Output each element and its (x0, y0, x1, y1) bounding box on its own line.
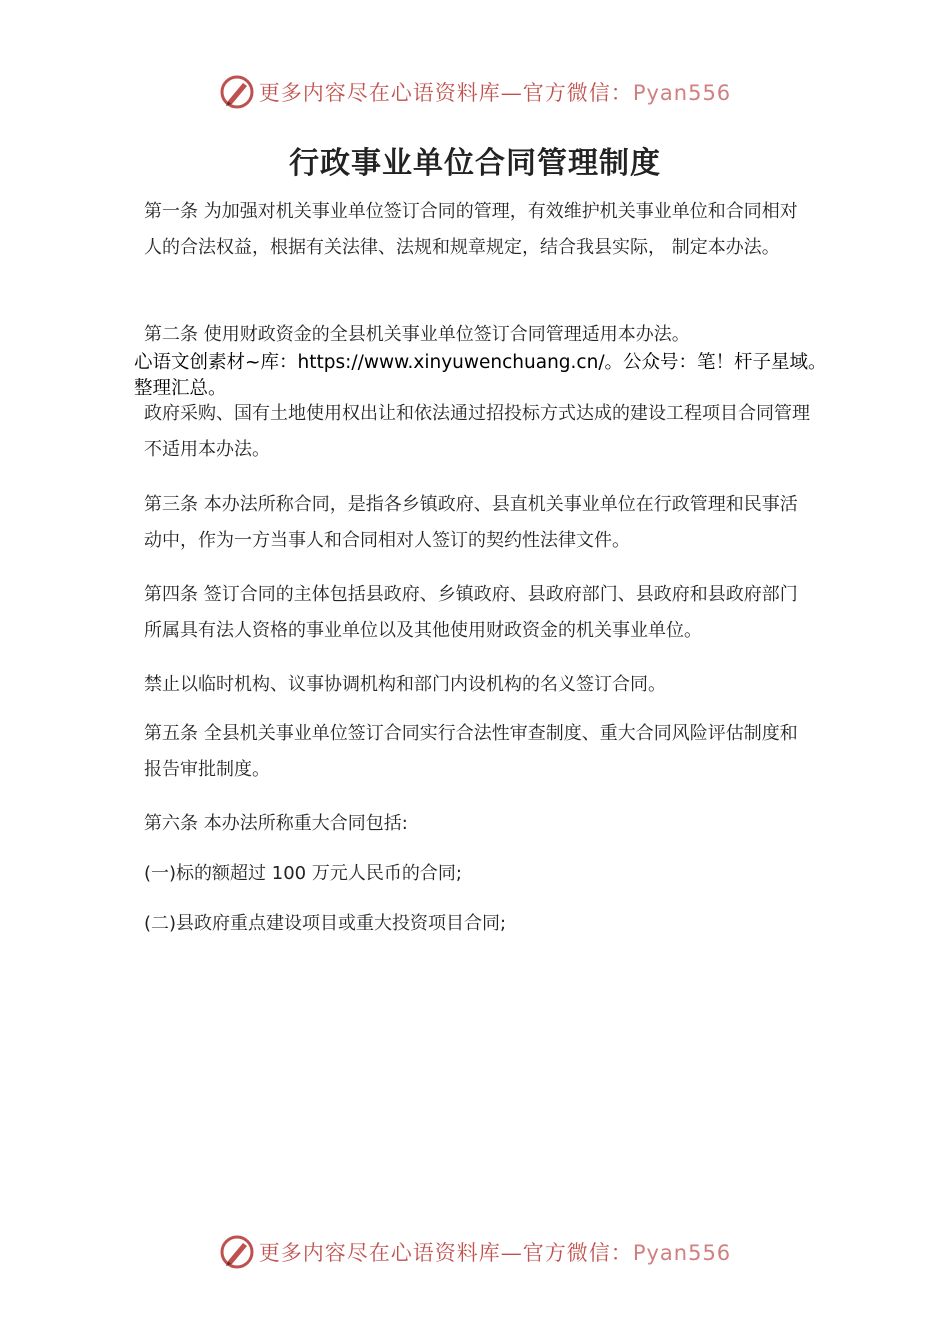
paragraph-article-5: 第五条 全县机关事业单位签订合同实行合法性审查制度、重大合同风险评估制度和报告审批制度。 (144, 723, 798, 780)
footer-banner (0, 1230, 950, 1274)
banner-text: 更多内容尽在心语资料库—官方微信：Pyan556 (258, 1241, 732, 1265)
paragraph-article-4: 第四条 签订合同的主体包括县政府、乡镇政府、县政府部门、县政府和县政府部门所属具有法人资格的事业单位以及其他使用财政资金的机关事业单位。 (144, 584, 798, 641)
paragraph-item-2: (二)县政府重点建设项目或重大投资项目合同; (144, 913, 507, 934)
paragraph-article-2: 第二条 使用财政资金的全县机关事业单位签订合同管理适用本办法。 (144, 324, 690, 345)
banner-brand: Pyan556 (632, 1241, 732, 1265)
overlay-source-note: 心语文创素材~库：https://www.xinyuwenchuang.cn/。公众号：笔！杆子星域。整理汇总。 (134, 352, 827, 399)
header-banner (0, 70, 950, 114)
paragraph-prohibition: 禁止以临时机构、议事协调机构和部门内设机构的名义签订合同。 (144, 674, 666, 695)
document-title: 行政事业单位合同管理制度 (289, 146, 661, 181)
paragraph-article-1: 第一条 为加强对机关事业单位签订合同的管理，有效维护机关事业单位和合同相对人的合法权益，根据有关法律、法规和规章规定，结合我县实际， 制定本办法。 (144, 201, 798, 258)
paragraph-item-1: (一)标的额超过 100 万元人民币的合同; (144, 863, 462, 884)
banner-text: 更多内容尽在心语资料库—官方微信：Pyan556 (258, 81, 732, 105)
banner-brand: Pyan556 (632, 81, 732, 105)
paragraph-article-6: 第六条 本办法所称重大合同包括: (144, 813, 408, 834)
paragraph-exclusion: 政府采购、国有土地使用权出让和依法通过招投标方式达成的建设工程项目合同管理不适用本办法。 (144, 403, 810, 460)
paragraph-article-3: 第三条 本办法所称合同，是指各乡镇政府、县直机关事业单位在行政管理和民事活动中，作为一方当事人和合同相对人签订的契约性法律文件。 (144, 494, 798, 551)
pen-logo-icon (219, 74, 255, 110)
pen-logo-icon (219, 1234, 255, 1270)
